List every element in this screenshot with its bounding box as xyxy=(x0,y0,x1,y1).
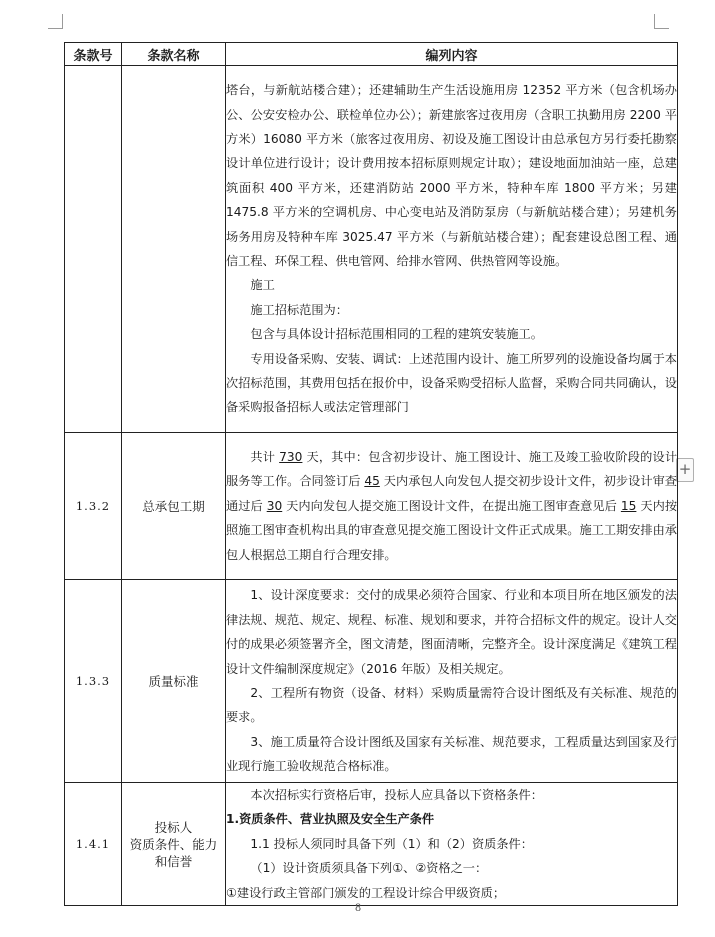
clause-table xyxy=(64,42,678,906)
content-paragraph: 塔台，与新航站楼合建）；还建辅助生产生活设施用房 12352 平方米（包含机场办公、公安安检办公、联检单位办公）；新建旅客过夜用房（含职工执勤用房 2200 平方米）16080 平方米（旅客过夜用房、初设及施工图设计由总承包方另行委托勘察设计单位进行设计；设计费用按本招标原则规定计取）；建设地面加油站一座，总建筑面积 400 平方米，还建消防站 2000 平方米，特种车库 1800 平方米；另建 1475.8 平方米的空调机房、中心变电站及消防泵房（与新航站楼合建）；另建机务场务用房及特种车库 3025.47 平方米（与新航站楼合建）；配套建设总图工程、通信工程、环保工程、供电管网、给排水管网、供热管网等设施。 xyxy=(226,83,677,268)
total-days: 730 xyxy=(279,449,303,464)
clause-name: 总承包工期 xyxy=(122,433,226,580)
clause-name-line: 和信誉 xyxy=(154,853,193,869)
header-content: 编列内容 xyxy=(226,43,678,66)
clause-number: 1.3.3 xyxy=(65,580,122,783)
text-fragment: 共计 xyxy=(250,449,280,464)
clause-name-line: 投标人 xyxy=(154,819,193,835)
review-response-days: 15 xyxy=(620,498,637,513)
clause-name-cell xyxy=(122,66,226,433)
add-icon[interactable]: + xyxy=(676,458,694,482)
duration-paragraph xyxy=(226,445,677,567)
clause-content-cell xyxy=(226,580,678,783)
content-paragraph: 施工招标范围为： xyxy=(250,302,348,317)
clause-number: 1.3.2 xyxy=(65,433,122,580)
text-fragment: 天，其中：包含初步设计、施工图设计、施工及竣工验收阶段的设计服务等工作。合同签订后 xyxy=(226,449,678,489)
content-paragraph: 施工 xyxy=(250,278,275,293)
clause-name xyxy=(122,783,226,906)
table-row xyxy=(65,66,678,433)
text-fragment: 天内承包人向发包人提交初步设计文件，初步设计审查通过后 xyxy=(226,474,677,513)
table-row xyxy=(65,783,678,906)
clause-content-cell xyxy=(226,783,678,906)
content-paragraph: 专用设备采购、安装、调试：上述范围内设计、施工所罗列的设施设备均属于本次招标范围，其费用包括在报价中，设备采购受招标人监督，采购合同共同确认，设备采购报备招标人或法定管理部门 xyxy=(226,351,677,415)
page-number: 8 xyxy=(354,903,362,914)
clause-content-cell xyxy=(226,66,678,433)
content-paragraph: 1、设计深度要求：交付的成果必须符合国家、行业和本项目所在地区颁发的法律法规、规范、规定、规程、标准、规划和要求，并符合招标文件的规定。设计人交付的成果必须签署齐全，图文清楚，图面清晰，完整齐全。设计深度满足《建筑工程设计文件编制深度规定》（2016 年版）及相关规定。 xyxy=(226,588,677,676)
clause-name-line: 资质条件、能力 xyxy=(129,836,218,852)
content-heading: 1.资质条件、营业执照及安全生产条件 xyxy=(226,812,435,827)
clause-name: 质量标准 xyxy=(122,580,226,783)
crop-mark-top-left xyxy=(48,14,63,29)
table-header-row xyxy=(65,43,678,66)
content-paragraph: ①建设行政主管部门颁发的工程设计综合甲级资质； xyxy=(226,885,506,900)
content-paragraph: 2、工程所有物资（设备、材料）采购质量需符合设计图纸及有关标准、规范的要求。 xyxy=(226,686,677,725)
content-paragraph: 3、施工质量符合设计图纸及国家有关标准、规范要求，工程质量达到国家及行业现行施工验收规范合格标准。 xyxy=(226,734,677,774)
crop-mark-top-right xyxy=(654,14,669,29)
content-paragraph: 本次招标实行资格后审，投标人应具备以下资格条件： xyxy=(250,788,543,802)
content-paragraph: （1）设计资质须具备下列①、②资格之一： xyxy=(250,861,488,876)
clause-content-cell xyxy=(226,433,678,580)
header-clause-name: 条款名称 xyxy=(122,43,226,66)
construction-drawing-days: 30 xyxy=(266,498,283,513)
table-row xyxy=(65,433,678,580)
table-row xyxy=(65,580,678,783)
content-paragraph: 包含与具体设计招标范围相同的工程的建筑安装施工。 xyxy=(250,327,543,342)
header-clause-no: 条款号 xyxy=(65,43,122,66)
text-fragment: 天内向发包人提交施工图设计文件，在提出施工图审查意见后 xyxy=(282,498,621,513)
clause-number-cell xyxy=(65,66,122,433)
text-fragment: 天内按照施工图审查机构出具的审查意见提交施工图设计文件正式成果。施工工期安排由承包人根据总工期自行合理安排。 xyxy=(226,498,678,562)
clause-number: 1.4.1 xyxy=(65,783,122,906)
content-paragraph: 1.1 投标人须同时具备下列（1）和（2）资质条件： xyxy=(250,836,533,851)
preliminary-design-days: 45 xyxy=(364,474,380,489)
